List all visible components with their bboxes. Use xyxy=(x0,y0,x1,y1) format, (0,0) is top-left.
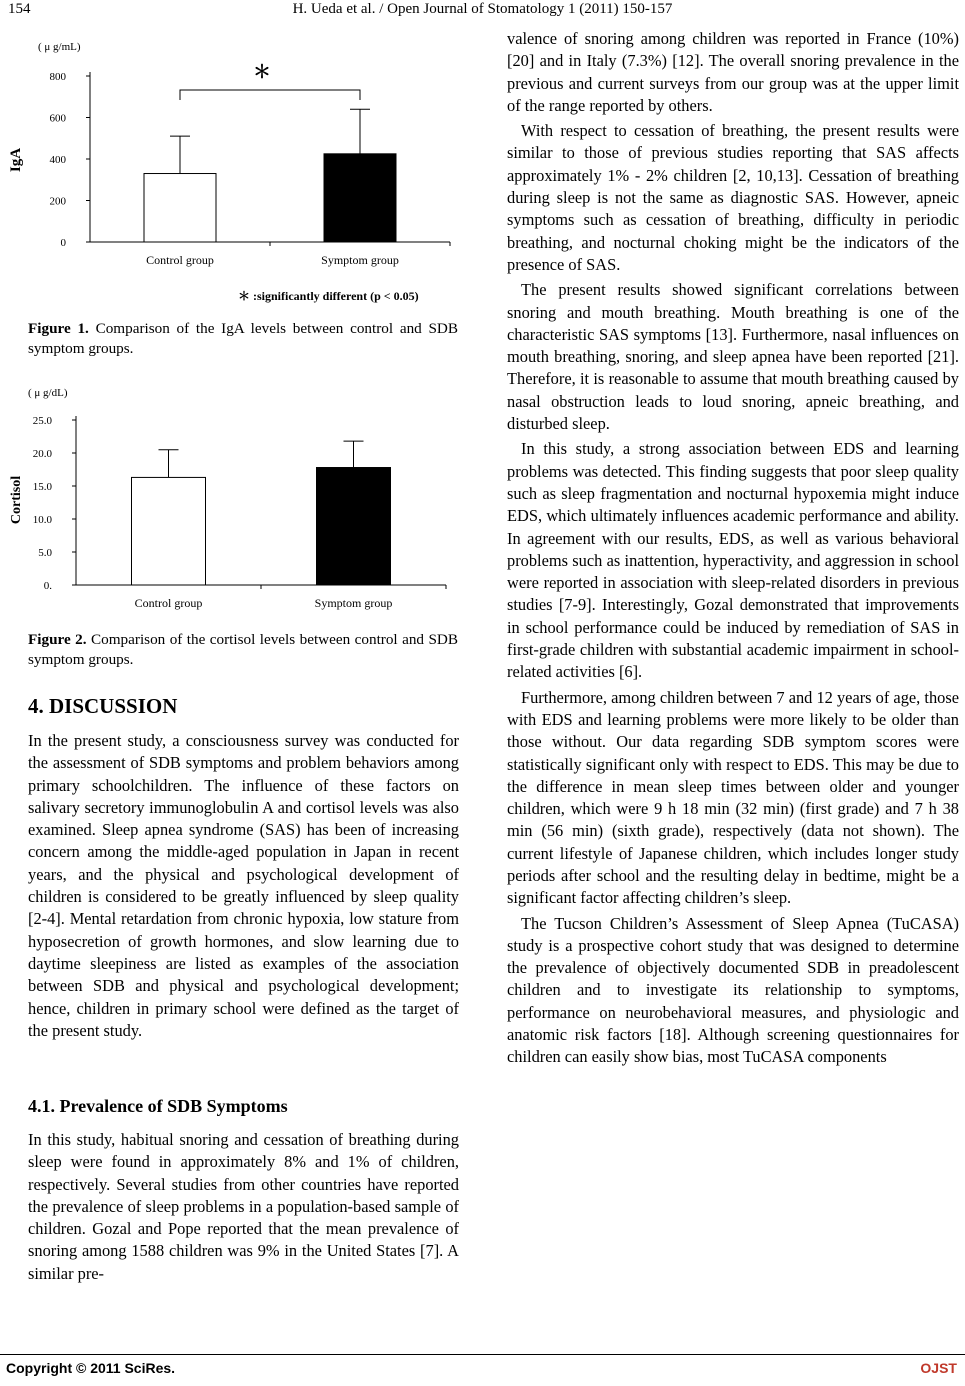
fig2-tick-label: 15.0 xyxy=(32,481,52,493)
fig2-tick-label: 0. xyxy=(43,580,52,592)
figure-2-caption xyxy=(28,630,458,670)
fig2-category-label: Symptom group xyxy=(314,596,393,610)
subsection-title: 4.1. Prevalence of SDB Symptoms xyxy=(28,1096,288,1116)
fig1-caption-text: Comparison of the IgA levels between control and SDB symptom groups. xyxy=(28,320,459,357)
fig1-unit: ( μ g/mL) xyxy=(38,41,81,53)
fig2-tick-label: 25.0 xyxy=(32,415,52,427)
fig2-bar-1 xyxy=(132,477,206,585)
fig1-tick-label: 400 xyxy=(49,154,66,166)
left-paragraph-2: In this study, habitual snoring and cessation of breathing during sleep were found in approximately 8% and 1% of children, respectively. Several studies from other countries have reported the prevalence of sleep problems in a population-based sample of children. Gozal and Pope reported that the mean prevalence of snoring among 1588 children was 9% in the United States [7]. A similar pre- xyxy=(28,1130,459,1283)
fig1-tick-label: 200 xyxy=(49,195,66,208)
fig2-category-label: Control group xyxy=(134,596,203,610)
fig2-caption-text: Comparison of the cortisol levels between control and SDB symptom groups. xyxy=(28,631,458,668)
fig2-tick-label: 10.0 xyxy=(32,514,52,526)
section-title-discussion: 4. DISCUSSION xyxy=(28,694,178,718)
fig1-bar-2 xyxy=(324,154,396,242)
running-header xyxy=(0,0,965,22)
right-paragraph-3: The present results showed significant correlations between snoring and mouth breathing. Mouth breathing is one of the characteristic SAS symptoms [13]. Furthermore, nasal influences on mouth breathing, snoring, and sleep apnea have been reported [21]. Therefore, it is reasonable to assume that mouth breathing caused by nasal obstruction leads to loud snoring, apneic breathing, and disturbed sleep. xyxy=(507,280,959,434)
right-column xyxy=(507,28,959,1069)
left-paragraph-1: In the present study, a consciousness survey was conducted for the assessment of SDB symptoms and problem behaviors among primary schoolchildren. The influence of these factors on salivary secretory immunoglobulin A and cortisol levels was also examined. Sleep apnea syndrome (SAS) has been of increasing concern among the middle-aged population in Japan in recent years, and the physical and psychological development of children is considered to be greatly influenced by sleep quality [2-4]. Mental retardation from chronic hypoxia, low stature from hyposecretion of growth hormones, and slow learning due to daytime sleepiness are listed as examples of the association between SDB and physical and psychological development; hence, children in primary school were defined as the target of the present study. xyxy=(28,731,459,1040)
right-paragraph-4: In this study, a strong association between EDS and learning problems was detected. This finding suggests that poor sleep quality such as sleep fragmentation and nocturnal hypoxemia might induce EDS, which ultimately influences academic performance and ability. In agreement with our results, EDS, as well as various behavioral problems such as inattention, hyperactivity, and aggression in school were reported in association with sleep-related disorders in previous studies [7-9]. Interestingly, Gozal demonstrated that improvements in school performance could be induced by remediation of SAS in first-grade children with substantial academic impairment in school-related activities [6]. xyxy=(507,439,959,682)
fig2-unit: ( μ g/dL) xyxy=(28,387,68,399)
right-paragraph-1: valence of snoring among children was reported in France (10%) [20] and in Italy (7.3%) [12]. The overall snoring prevalence in the previous and current surveys from our group was at the upper limit of the range reported by others. xyxy=(507,29,959,115)
figure-2-chart xyxy=(0,380,470,620)
fig1-bar-1 xyxy=(144,174,216,242)
fig2-tick-label: 5.0 xyxy=(38,547,52,559)
right-paragraph-5: Furthermore, among children between 7 and 12 years of age, those with EDS and learning problems were more likely to be older than those without. Our data regarding SDB symptom scores were statistically significant only with respect to EDS. This may be due to the difference in mean sleep times between older and younger children, which were 9 h 18 min (32 min) (first grade) and 7 h 38 min (56 min) (sixth grade), respectively (data not shown). The current lifestyle of Japanese children, which includes longer study periods after school and the resulting delay in bedtime, might be a significant factor affecting children’s sleep. xyxy=(507,687,959,908)
fig1-ylabel: IgA xyxy=(8,147,24,173)
fig1-tick-label: 0 xyxy=(60,237,66,249)
running-title: H. Ueda et al. / Open Journal of Stomatology 1 (2011) 150-157 xyxy=(292,1,673,17)
significance-bracket xyxy=(180,90,360,100)
footer-copyright: Copyright © 2011 SciRes. xyxy=(6,1360,176,1376)
fig2-ylabel: Cortisol xyxy=(9,475,24,525)
fig1-caption-label: Figure 1. xyxy=(28,320,89,337)
significance-star: ＊ xyxy=(253,62,271,82)
figure-1-chart xyxy=(0,28,470,313)
figure-1-caption xyxy=(28,319,458,359)
page-number: 154 xyxy=(8,1,31,17)
footer-journal: OJST xyxy=(920,1360,957,1376)
fig1-tick-label: 600 xyxy=(49,112,66,125)
fig1-tick-label: 800 xyxy=(49,71,66,83)
fig1-category-label: Control group xyxy=(146,253,214,267)
fig1-significance-note: ＊ :significantly different (p < 0.05) xyxy=(238,289,419,303)
fig2-caption-label: Figure 2. xyxy=(28,631,87,648)
fig2-bar-2 xyxy=(317,468,391,585)
fig2-tick-label: 20.0 xyxy=(32,448,52,460)
right-paragraph-6: The Tucson Children’s Assessment of Sleep Apnea (TuCASA) study is a prospective cohort study that was designed to determine the prevalence of objectively documented SDB in preadolescent children and to investigate its relationship to symptoms, performance on neurobehavioral measures, and physiologic and anatomic risk factors [18]. Although screening questionnaires for children can easily show bias, most TuCASA components xyxy=(507,913,959,1067)
right-paragraph-2: With respect to cessation of breathing, the present results were similar to those of previous studies reporting that SAS affects approximately 1% - 2% children [2, 10,13]. Cessation of breathing during sleep is not the same as diagnostic SAS. However, apneic symptoms such as cessation of breathing, difficulty in periodic breathing, and nocturnal choking might be the indicators of the presence of SAS. xyxy=(507,121,959,274)
fig1-category-label: Symptom group xyxy=(321,253,399,267)
footer-rule xyxy=(0,1354,965,1355)
